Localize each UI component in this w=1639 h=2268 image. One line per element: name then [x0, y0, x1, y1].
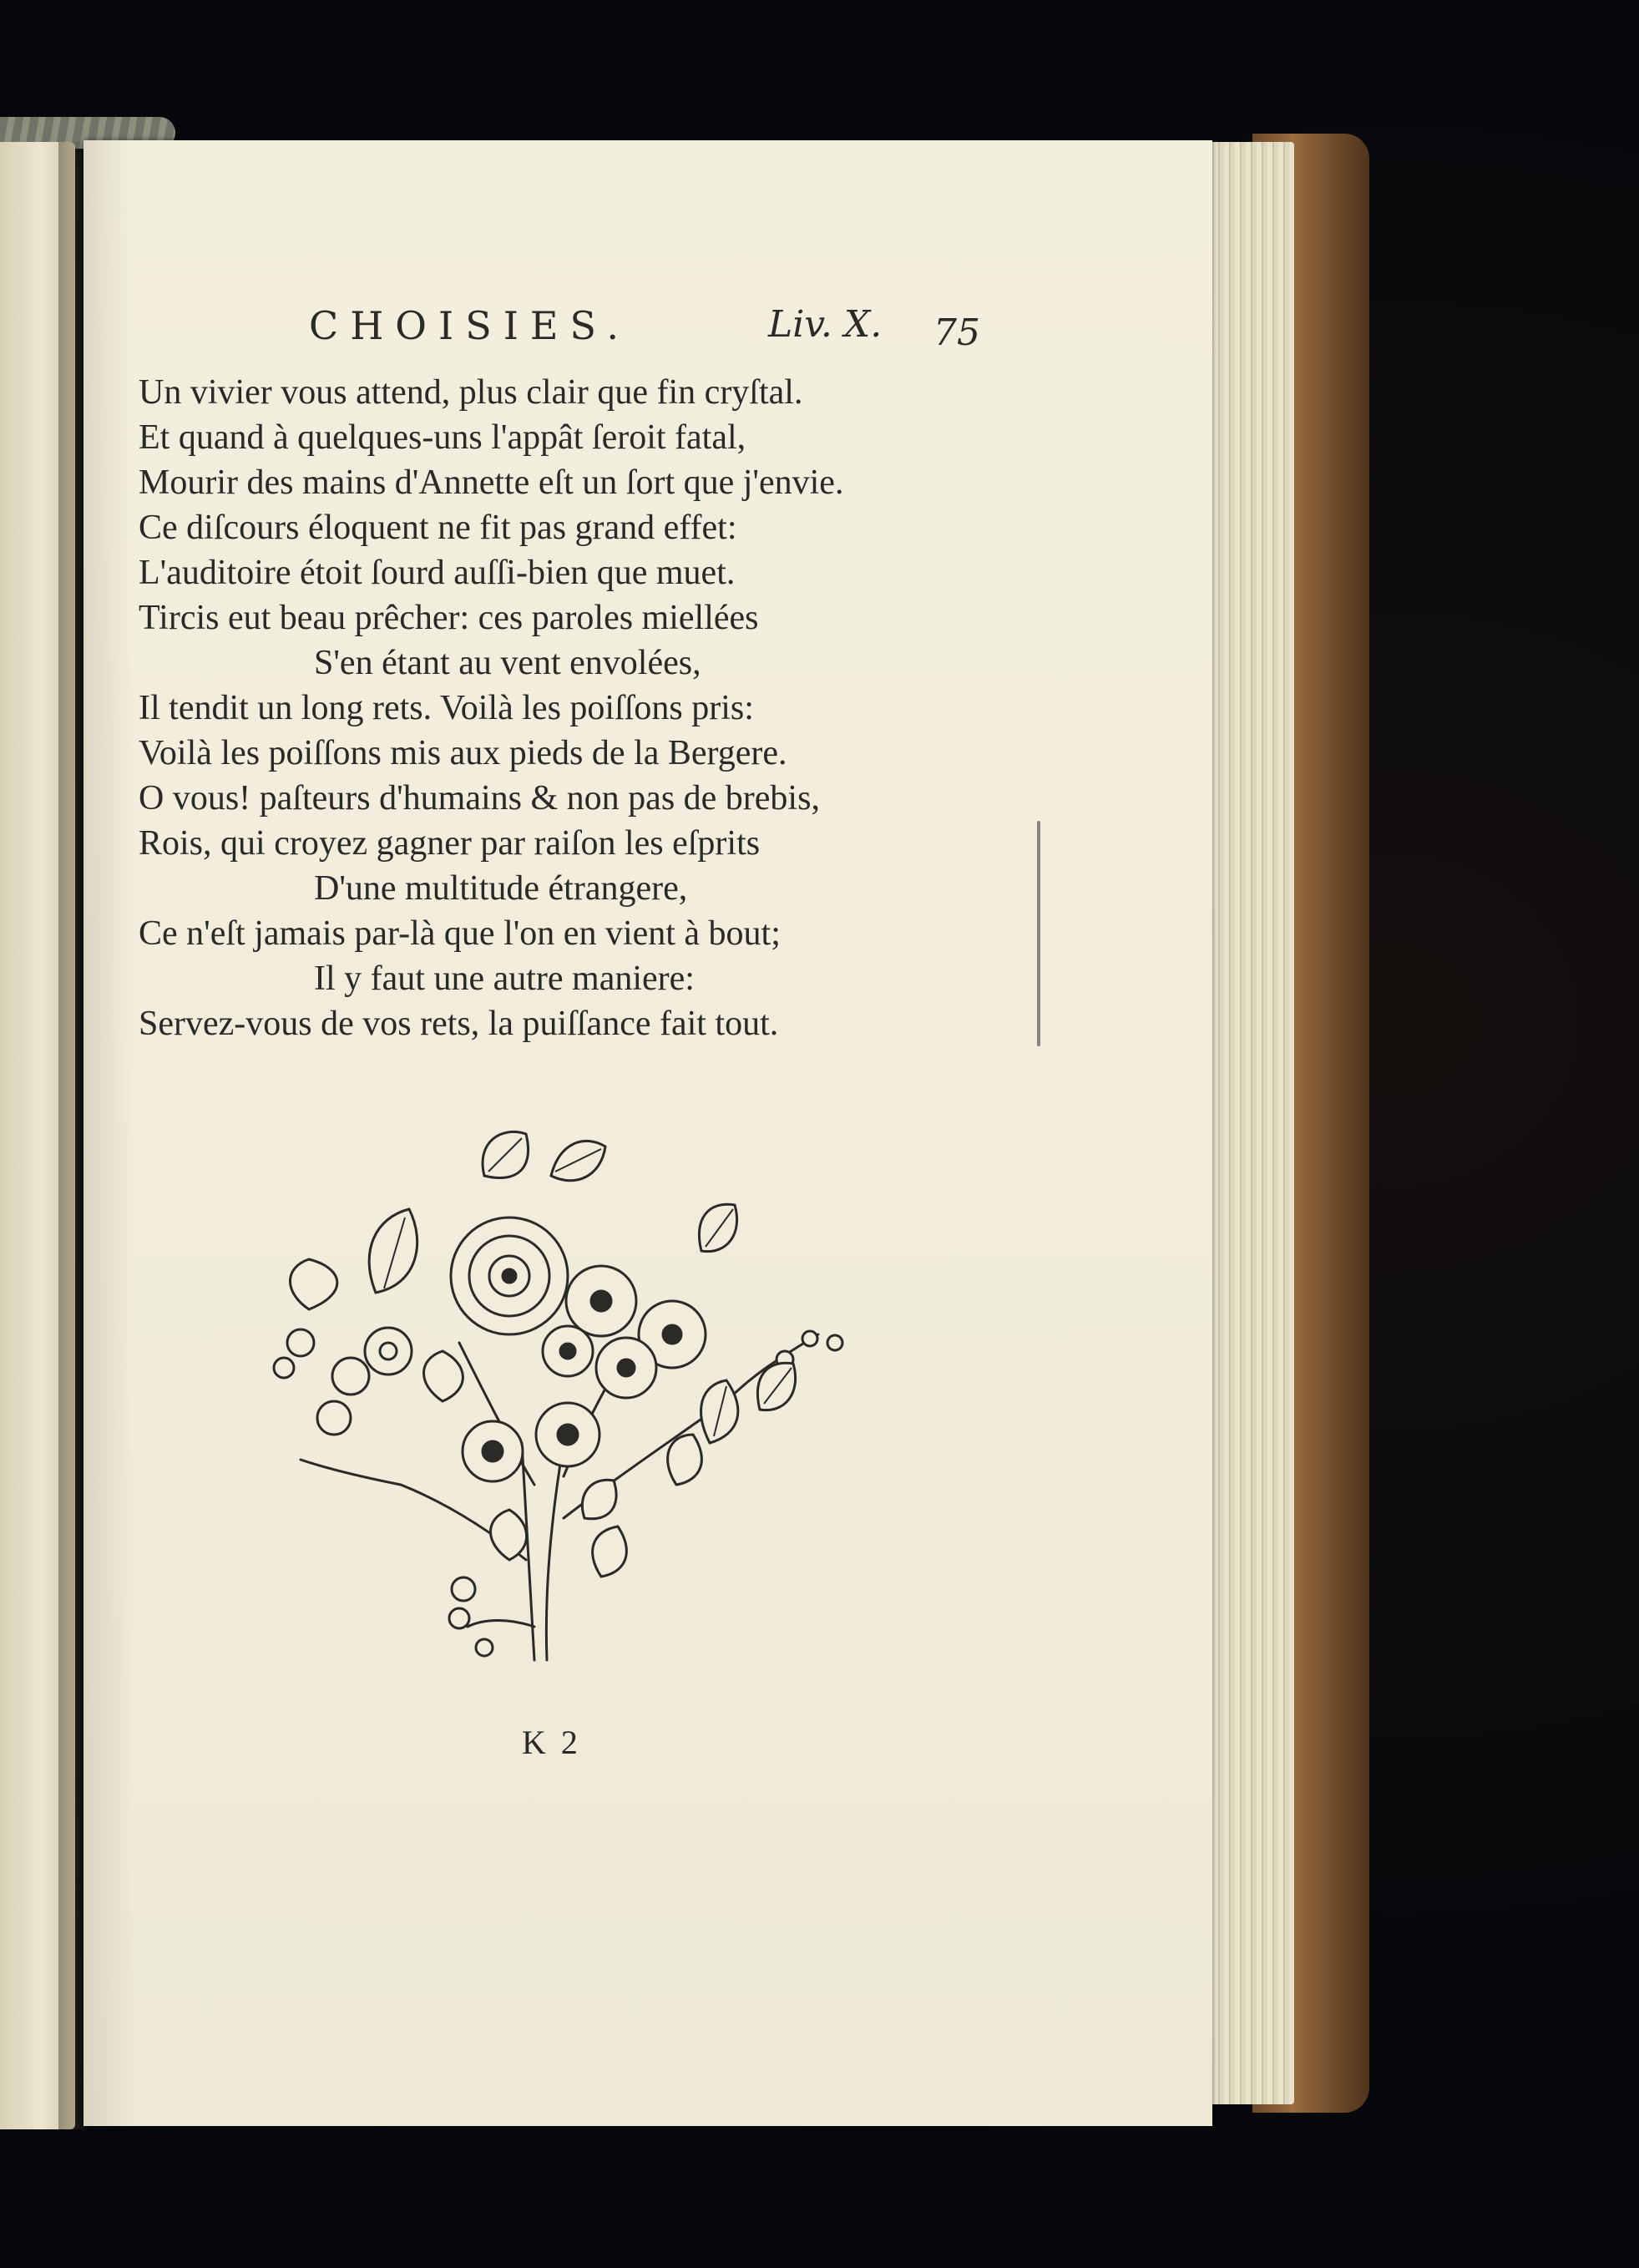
floral-bouquet-icon — [234, 1126, 885, 1677]
book-number: Liv. X. — [768, 303, 883, 346]
running-title: CHOISIES. — [309, 303, 630, 348]
margin-pencil-mark — [1037, 821, 1040, 1046]
page-edges — [1202, 142, 1294, 2104]
verse-line: Ce n'eſt jamais par-là que l'on en vient à bout; — [139, 914, 781, 953]
verse-line: Il tendit un long rets. Voilà les poiſſons pris: — [139, 689, 754, 727]
page-number: 75 — [933, 311, 980, 354]
verse-line: Voilà les poiſſons mis aux pieds de la Bergere. — [139, 734, 787, 772]
signature-mark: K 2 — [522, 1724, 581, 1761]
verse-line: S'en étant au vent envolées, — [314, 644, 701, 682]
verse-line: Rois, qui croyez gagner par raiſon les eſprits — [139, 824, 761, 863]
verse-line: L'auditoire étoit ſourd auſſi-bien que muet. — [139, 554, 736, 592]
verse-line: Un vivier vous attend, plus clair que fin cryſtal. — [139, 373, 803, 412]
verse-line: O vous! paſteurs d'humains & non pas de brebis, — [139, 779, 820, 818]
book-page — [83, 140, 1212, 2126]
verse-line: Et quand à quelques-uns l'appât ſeroit fatal, — [139, 418, 746, 457]
verse-line: Ce diſcours éloquent ne fit pas grand effet: — [139, 509, 737, 547]
verse-line: D'une multitude étrangere, — [314, 869, 688, 908]
verse-line: Il y faut une autre maniere: — [314, 959, 695, 998]
verse-line: Tircis eut beau prêcher: ces paroles miellées — [139, 599, 759, 637]
verse-block — [139, 370, 1057, 1046]
verse-line: Servez-vous de vos rets, la puiſſance fait tout. — [139, 1005, 779, 1043]
verse-line: Mourir des mains d'Annette eſt un ſort que j'envie. — [139, 463, 844, 502]
